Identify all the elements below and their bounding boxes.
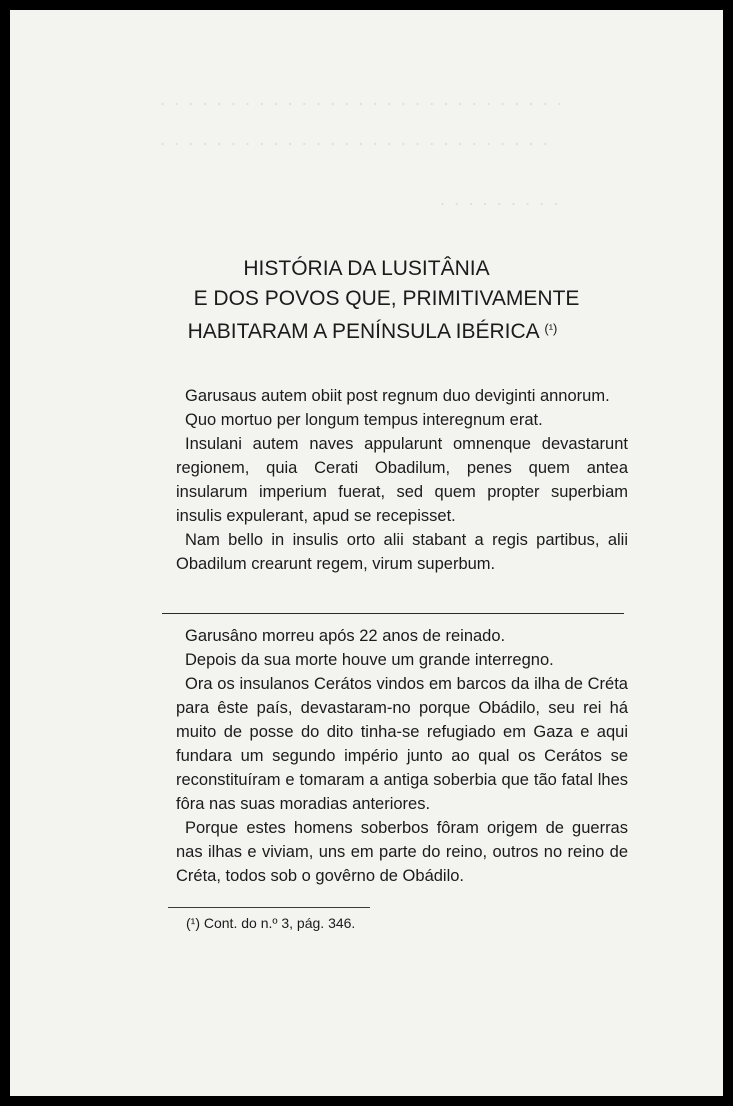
bleed-through-line: . . . . . . . . . . . . . . . . . . . . . . . . . . . .	[160, 130, 550, 149]
bleed-through-line: . . . . . . . . .	[440, 190, 561, 209]
title-line-1: HISTÓRIA DA LUSITÂNIA	[243, 257, 490, 280]
section-divider	[162, 613, 624, 614]
page-title	[10, 254, 723, 347]
document-page	[10, 10, 723, 1096]
latin-paragraph: Nam bello in insulis orto alii stabant a regis partibus, alii Obadilum crearunt regem, virum superbum.	[176, 531, 628, 573]
latin-paragraph: Garusaus autem obiit post regnum duo deviginti annorum.	[185, 387, 610, 405]
bleed-through-line: . . . . . . . . . . . . . . . . . . . . . . . . . . . . .	[160, 90, 564, 109]
title-line-3-text: HABITARAM A PENÍNSULA IBÉRICA	[187, 320, 539, 343]
latin-paragraph: Quo mortuo per longum tempus interegnum erat.	[185, 411, 543, 429]
title-line-3	[22, 314, 723, 347]
portuguese-paragraph: Ora os insulanos Cerátos vindos em barcos da ilha de Créta para êste país, devastaram-no porque Obádilo, seu rei há muito de posse do dito tinha-se refugiado em Gaza e aqui fundara um segundo império junto ao qual os Cerátos se reconstituíram e tomaram a antiga soberbia que tão fatal lhes fôra nas suas moradias anteriores.	[176, 675, 628, 813]
latin-text	[176, 384, 628, 576]
latin-paragraph: Insulani autem naves appularunt omnenque devastarunt regionem, quia Cerati Obadilum, penes quem antea insularum imperium fuerat, sed quem propter superbiam insulis expulerant, apud se recepisset.	[176, 435, 628, 525]
portuguese-paragraph: Depois da sua morte houve um grande interregno.	[185, 651, 554, 669]
footnote-divider	[168, 907, 370, 908]
title-line-2: E DOS POVOS QUE, PRIMITIVAMENTE	[193, 287, 580, 310]
portuguese-paragraph: Garusâno morreu após 22 anos de reinado.	[185, 627, 506, 645]
footnote-reference: (¹)	[544, 321, 558, 336]
portuguese-text	[176, 624, 628, 888]
footnote: (¹) Cont. do n.º 3, pág. 346.	[186, 915, 356, 931]
portuguese-paragraph: Porque estes homens soberbos fôram origem de guerras nas ilhas e viviam, uns em parte do reino, outros no reino de Créta, todos sob o govêrno de Obádilo.	[176, 819, 628, 885]
